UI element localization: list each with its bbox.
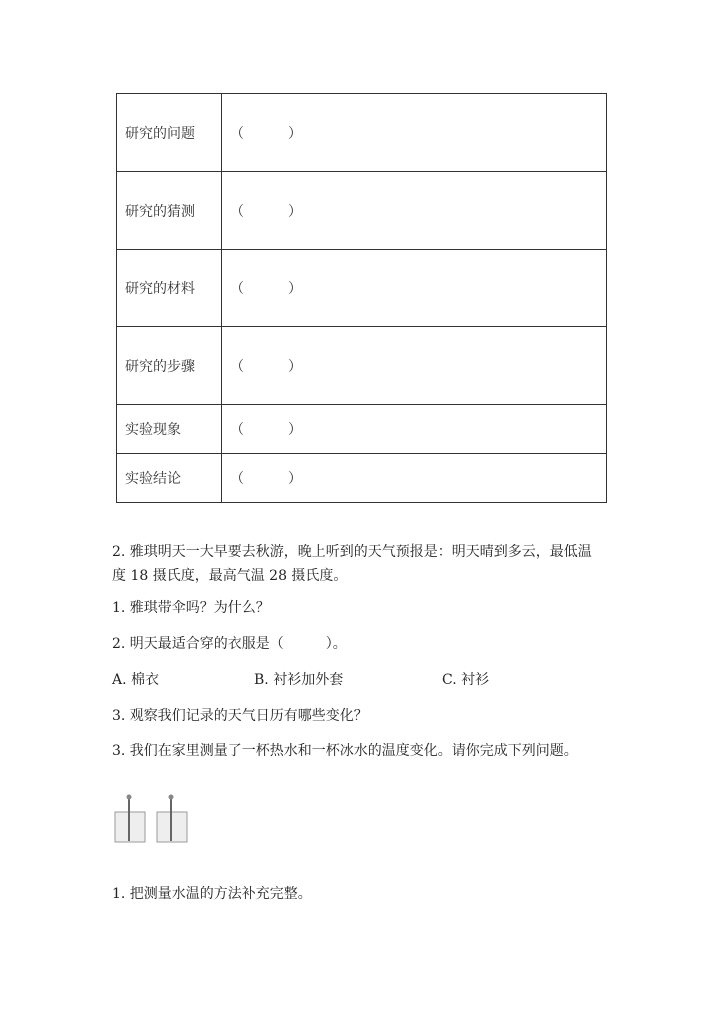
question-3-text: 3. 我们在家里测量了一杯热水和一杯冰水的温度变化。请你完成下列问题。 xyxy=(112,743,578,759)
question-3-sub1: 1. 把测量水温的方法补充完整。 xyxy=(112,886,312,902)
option-b[interactable]: B. 衬衫加外套 xyxy=(254,672,344,688)
table-row xyxy=(117,327,607,405)
option-a[interactable]: A. 棉衣 xyxy=(112,672,160,688)
option-c[interactable]: C. 衬衫 xyxy=(442,672,490,688)
answer-blank[interactable]: （ ） xyxy=(230,125,302,142)
beakers-thermometers-image xyxy=(112,793,192,845)
answer-blank[interactable]: （ ） xyxy=(230,358,302,375)
beaker-icon xyxy=(157,795,187,843)
row-label: 研究的问题 xyxy=(117,94,222,172)
table-row xyxy=(117,405,607,454)
answer-blank[interactable]: （ ） xyxy=(230,203,302,220)
research-table xyxy=(116,93,607,503)
beaker-icon xyxy=(115,795,145,843)
question-2-sub1: 1. 雅琪带伞吗？为什么？ xyxy=(112,600,270,616)
row-label: 研究的步骤 xyxy=(117,327,222,405)
table-row xyxy=(117,94,607,172)
row-label: 实验现象 xyxy=(117,405,222,454)
row-label: 实验结论 xyxy=(117,454,222,503)
question-2-sub3: 3. 观察我们记录的天气日历有哪些变化？ xyxy=(112,708,368,724)
answer-blank[interactable]: （ ） xyxy=(230,281,302,297)
question-2-text-cont: 度 18 摄氏度，最高气温 28 摄氏度。 xyxy=(112,568,348,584)
answer-blank[interactable]: （ ） xyxy=(230,422,302,438)
row-label: 研究的材料 xyxy=(117,250,222,327)
table-row xyxy=(117,454,607,503)
table-row xyxy=(117,172,607,250)
row-label: 研究的猜测 xyxy=(117,172,222,250)
answer-blank[interactable]: （ ） xyxy=(230,471,302,487)
question-2-sub2: 2. 明天最适合穿的衣服是（ ）。 xyxy=(112,636,347,652)
table-row xyxy=(117,250,607,327)
question-2-text: 2. 雅琪明天一大早要去秋游，晚上听到的天气预报是：明天晴到多云，最低温 xyxy=(112,544,592,560)
